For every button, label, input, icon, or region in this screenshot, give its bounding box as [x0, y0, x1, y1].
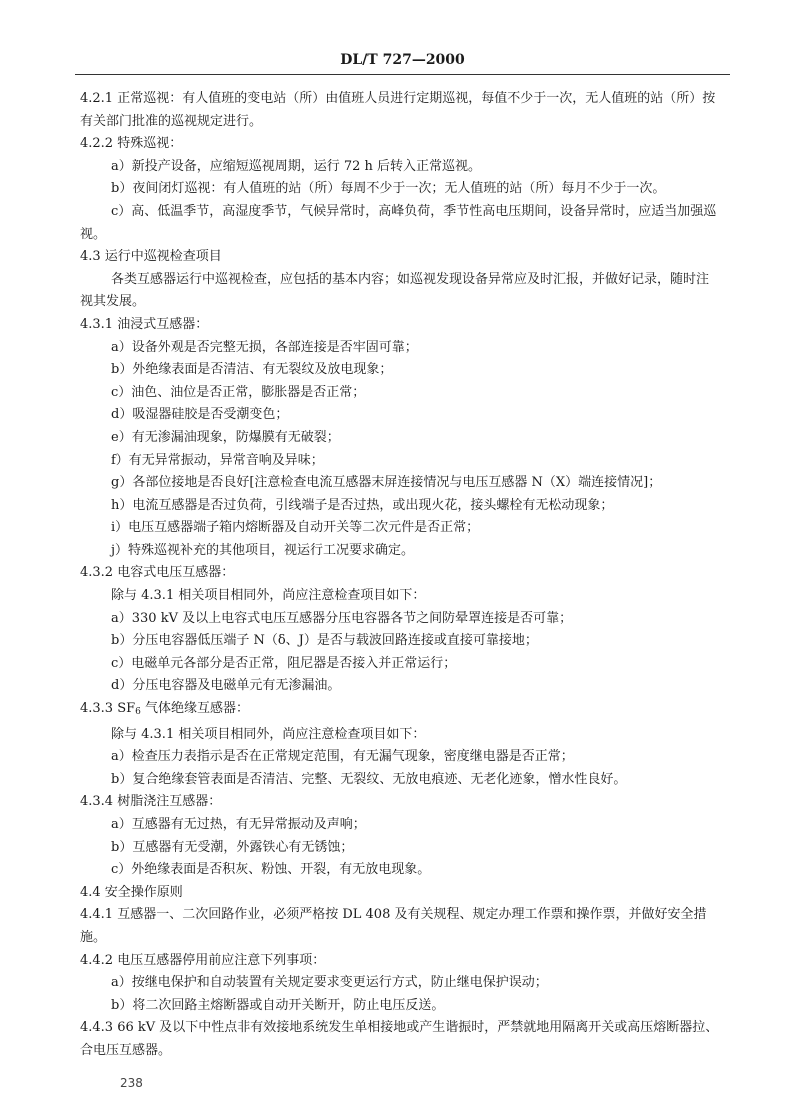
page-number: 238 [120, 1076, 143, 1090]
clause-4-3-4: 4.3.4 树脂浇注互感器： [80, 794, 222, 810]
list-item: a）新投产设备，应缩短巡视周期，运行 72 h 后转入正常巡视。 [111, 158, 482, 174]
list-item: a）按继电保护和自动装置有关规定要求变更运行方式，防止继电保护误动； [111, 975, 548, 991]
list-item: b）夜间闭灯巡视：有人值班的站（所）每周不少于一次；无人值班的站（所）每月不少于一次。 [111, 181, 666, 197]
list-item: d）吸湿器硅胶是否受潮变色； [111, 407, 289, 423]
subscript-6: 6 [135, 707, 141, 718]
document-header [75, 52, 730, 75]
clause-4-3-3-suffix: 气体绝缘互感器： [140, 701, 250, 717]
list-item: c）油色、油位是否正常，膨胀器是否正常； [111, 384, 366, 400]
list-item: h）电流互感器是否过负荷，引线端子是否过热，或出现火花，接头螺栓有无松动现象； [111, 497, 614, 513]
list-item: c）高、低温季节，高湿度季节，气候异常时，高峰负荷，季节性高电压期间，设备异常时，应适当加强巡视。 [80, 203, 717, 242]
list-item: g）各部位接地是否良好[注意检查电流互感器末屏连接情况与电压互感器 N（X）端连接情况]； [111, 475, 662, 491]
paragraph: 各类互感器运行中巡视检查，应包括的基本内容；如巡视发现设备异常应及时汇报，并做好记录，随时注视其发展。 [80, 271, 710, 310]
list-item: c）电磁单元各部分是否正常，阻尼器是否接入并正常运行； [111, 655, 457, 671]
list-item: d）分压电容器及电磁单元有无渗漏油。 [111, 678, 341, 694]
list-item: f）有无异常振动，异常音响及异味； [111, 452, 324, 468]
list-item: a）330 kV 及以上电容式电压互感器分压电容器各节之间防晕罩连接是否可靠； [111, 610, 573, 626]
list-item: a）互感器有无过热，有无异常振动及声响； [111, 817, 366, 832]
section-4-3-title: 4.3 运行中巡视检查项目 [80, 249, 222, 265]
clause-4-3-2: 4.3.2 电容式电压互感器： [80, 565, 235, 581]
clause-4-4-3: 4.4.3 66 kV 及以下中性点非有效接地系统发生单相接地或产生谐振时，严禁就地用隔离开关或高压熔断器拉、合电压互感器。 [80, 1020, 719, 1058]
list-item: a）设备外观是否完整无损，各部连接是否牢固可靠； [111, 339, 418, 355]
paragraph: 除与 4.3.1 相关项目相同外，尚应注意检查项目如下： [111, 726, 426, 742]
list-item: b）将二次回路主熔断器或自动开关断开，防止电压反送。 [111, 997, 445, 1013]
list-item: b）互感器有无受潮，外露铁心有无锈蚀； [111, 839, 354, 855]
clause-4-2-2: 4.2.2 特殊巡视： [80, 136, 183, 152]
clause-4-2-1: 4.2.1 正常巡视：有人值班的变电站（所）由值班人员进行定期巡视，每值不少于一次，无人值班的站（所）按有关部门批准的巡视规定进行。 [80, 91, 716, 129]
standard-code: DL/T 727—2000 [340, 52, 465, 68]
list-item: c）外绝缘表面是否积灰、粉蚀、开裂，有无放电现象。 [111, 862, 431, 878]
section-4-4-title: 4.4 安全操作原则 [80, 884, 183, 900]
document-body [80, 88, 720, 1063]
clause-4-4-2: 4.4.2 电压互感器停用前应注意下列事项： [80, 952, 326, 968]
list-item: b）分压电容器低压端子 N（δ、J）是否与载波回路连接或直接可靠接地； [111, 633, 538, 649]
list-item: e）有无渗漏油现象，防爆膜有无破裂； [111, 429, 340, 445]
list-item: a）检查压力表指示是否在正常规定范围，有无漏气现象，密度继电器是否正常； [111, 749, 574, 765]
list-item: b）外绝缘表面是否清洁、有无裂纹及放电现象； [111, 362, 393, 378]
list-item: i）电压互感器端子箱内熔断器及自动开关等二次元件是否正常； [111, 520, 480, 536]
paragraph: 除与 4.3.1 相关项目相同外，尚应注意检查项目如下： [111, 588, 426, 604]
clause-4-4-1: 4.4.1 互感器一、二次回路作业，必须严格按 DL 408 及有关规程、规定办理工作票和操作票，并做好安全措施。 [80, 907, 707, 945]
clause-4-3-3 [80, 698, 720, 724]
list-item: b）复合绝缘套管表面是否清洁、完整、无裂纹、无放电痕迹、无老化迹象，憎水性良好。 [111, 771, 627, 787]
list-item: j）特殊巡视补充的其他项目，视运行工况要求确定。 [111, 542, 415, 558]
clause-4-3-3-prefix: 4.3.3 SF [80, 701, 136, 717]
clause-4-3-1: 4.3.1 油浸式互感器： [80, 316, 209, 332]
